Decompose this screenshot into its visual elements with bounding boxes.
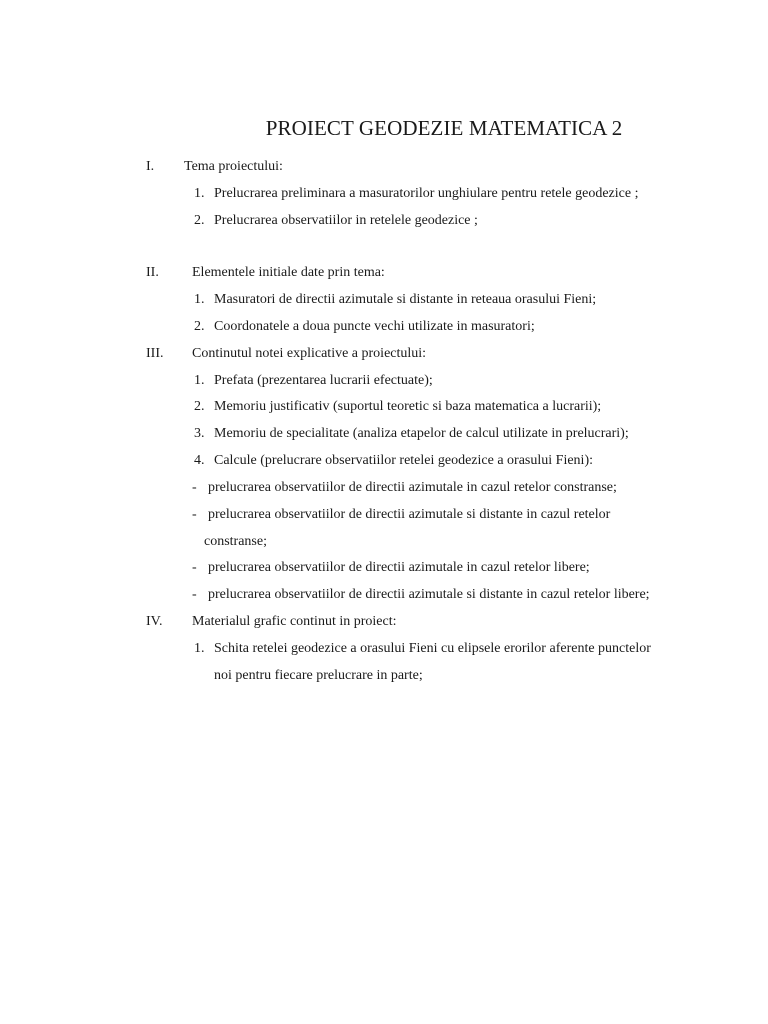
list-item-marker: 1.: [194, 641, 205, 656]
section-numeral: III.: [146, 346, 164, 361]
list-item-text: Prelucrarea observatiilor in retelele geodezice ;: [214, 213, 478, 228]
list-item-marker: 2.: [194, 399, 205, 414]
list-item-continuation: noi pentru fiecare prelucrare in parte;: [214, 668, 423, 683]
list-item-marker: 1.: [194, 292, 205, 307]
list-item-marker: 3.: [194, 426, 205, 441]
list-item-marker: 2.: [194, 213, 205, 228]
list-item-text: Calcule (prelucrare observatiilor retelei geodezice a orasului Fieni):: [214, 453, 593, 468]
list-item-marker: 1.: [194, 186, 205, 201]
list-item-marker: 1.: [194, 373, 205, 388]
list-item-text: Masuratori de directii azimutale si distante in reteaua orasului Fieni;: [214, 292, 597, 307]
list-item-marker: 4.: [194, 453, 205, 468]
dash-item-text: prelucrarea observatiilor de directii azimutale si distante in cazul retelor: [208, 507, 611, 522]
section-numeral: IV.: [146, 614, 163, 629]
section-numeral: II.: [146, 265, 159, 280]
list-item-text: Prelucrarea preliminara a masuratorilor unghiulare pentru retele geodezice ;: [214, 186, 639, 201]
section-heading: Elementele initiale date prin tema:: [192, 265, 385, 280]
list-item-text: Prefata (prezentarea lucrarii efectuate);: [214, 373, 433, 388]
dash-item-text: prelucrarea observatiilor de directii azimutale in cazul retelor libere;: [208, 560, 590, 575]
section-heading: Continutul notei explicative a proiectului:: [192, 346, 427, 361]
dash-item-continuation: constranse;: [204, 534, 267, 549]
dash-marker: -: [192, 560, 197, 575]
dash-item-text: prelucrarea observatiilor de directii azimutale si distante in cazul retelor libere;: [208, 587, 650, 602]
dash-marker: -: [192, 507, 197, 522]
section-heading: Tema proiectului:: [184, 159, 283, 174]
dash-marker: -: [192, 587, 197, 602]
list-item-text: Schita retelei geodezice a orasului Fieni cu elipsele erorilor aferente punctelor: [214, 641, 651, 656]
section-numeral: I.: [146, 159, 155, 174]
dash-marker: -: [192, 480, 197, 495]
list-item-text: Coordonatele a doua puncte vechi utilizate in masuratori;: [214, 319, 535, 334]
list-item-text: Memoriu de specialitate (analiza etapelor de calcul utilizate in prelucrari);: [214, 426, 629, 441]
document-title: PROIECT GEODEZIE MATEMATICA 2: [265, 116, 623, 140]
dash-item-text: prelucrarea observatiilor de directii azimutale in cazul retelor constranse;: [208, 480, 617, 495]
list-item-marker: 2.: [194, 319, 205, 334]
list-item-text: Memoriu justificativ (suportul teoretic si baza matematica a lucrarii);: [214, 399, 602, 414]
section-heading: Materialul grafic continut in proiect:: [192, 614, 397, 629]
